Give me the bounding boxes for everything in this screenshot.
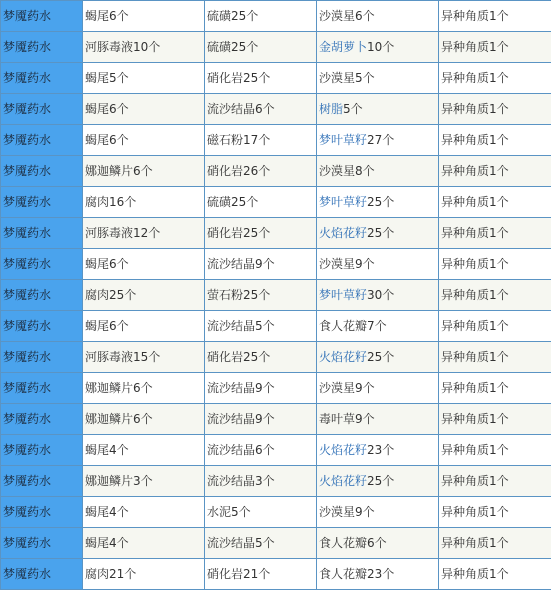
potion-name-cell: 梦魇药水	[1, 156, 83, 187]
ingredient-1-cell: 娜迦鳞片3个	[83, 466, 205, 497]
potion-name-cell: 梦魇药水	[1, 32, 83, 63]
table-row	[1, 94, 551, 125]
table-row	[1, 280, 551, 311]
ingredient-3-cell	[317, 435, 439, 466]
potion-name-cell: 梦魇药水	[1, 63, 83, 94]
potion-name-cell: 梦魇药水	[1, 311, 83, 342]
ingredient-1-cell: 蝎尾4个	[83, 497, 205, 528]
ingredient-2-cell: 流沙结晶5个	[205, 311, 317, 342]
ingredient-4-cell: 异种角质1个	[439, 1, 551, 32]
potion-name-cell: 梦魇药水	[1, 187, 83, 218]
material-count: 25个	[367, 350, 395, 364]
material-link[interactable]: 金胡萝卜	[319, 40, 368, 54]
ingredient-3-cell	[317, 280, 439, 311]
ingredient-2-cell: 硝化岩25个	[205, 342, 317, 373]
ingredient-4-cell: 异种角质1个	[439, 342, 551, 373]
ingredient-1-cell: 腐肉25个	[83, 280, 205, 311]
ingredient-1-cell: 娜迦鳞片6个	[83, 156, 205, 187]
ingredient-4-cell: 异种角质1个	[439, 497, 551, 528]
ingredient-4-cell: 异种角质1个	[439, 373, 551, 404]
material-link[interactable]: 梦叶草籽	[319, 133, 368, 147]
table-row	[1, 373, 551, 404]
ingredient-3-cell: 食人花瓣23个	[317, 559, 439, 590]
table-row	[1, 435, 551, 466]
material-link[interactable]: 火焰花籽	[319, 226, 368, 240]
table-row	[1, 125, 551, 156]
ingredient-3-cell	[317, 125, 439, 156]
potion-name-cell: 梦魇药水	[1, 466, 83, 497]
ingredient-4-cell: 异种角质1个	[439, 187, 551, 218]
potion-name-cell: 梦魇药水	[1, 249, 83, 280]
ingredient-2-cell: 硫磺25个	[205, 1, 317, 32]
table-row	[1, 63, 551, 94]
ingredient-4-cell: 异种角质1个	[439, 63, 551, 94]
ingredient-2-cell: 流沙结晶9个	[205, 404, 317, 435]
ingredient-1-cell: 腐肉21个	[83, 559, 205, 590]
material-count: 10个	[367, 40, 395, 54]
ingredient-1-cell: 河豚毒液10个	[83, 32, 205, 63]
potion-name-cell: 梦魇药水	[1, 218, 83, 249]
ingredient-2-cell: 水泥5个	[205, 497, 317, 528]
table-row	[1, 342, 551, 373]
ingredient-1-cell: 蝎尾6个	[83, 249, 205, 280]
ingredient-4-cell: 异种角质1个	[439, 218, 551, 249]
ingredient-2-cell: 流沙结晶6个	[205, 435, 317, 466]
ingredient-2-cell: 流沙结晶9个	[205, 373, 317, 404]
ingredient-2-cell: 磁石粉17个	[205, 125, 317, 156]
ingredient-3-cell	[317, 187, 439, 218]
ingredient-2-cell: 萤石粉25个	[205, 280, 317, 311]
potion-name-cell: 梦魇药水	[1, 559, 83, 590]
material-link[interactable]: 梦叶草籽	[319, 288, 368, 302]
table-row	[1, 218, 551, 249]
ingredient-2-cell: 硫磺25个	[205, 32, 317, 63]
ingredient-1-cell: 腐肉16个	[83, 187, 205, 218]
ingredient-3-cell: 沙漠星9个	[317, 373, 439, 404]
ingredient-3-cell: 食人花瓣7个	[317, 311, 439, 342]
ingredient-3-cell: 毒叶草9个	[317, 404, 439, 435]
table-row	[1, 466, 551, 497]
ingredient-3-cell	[317, 32, 439, 63]
material-link[interactable]: 树脂	[319, 102, 344, 116]
ingredient-4-cell: 异种角质1个	[439, 311, 551, 342]
ingredient-3-cell: 沙漠星9个	[317, 249, 439, 280]
ingredient-1-cell: 蝎尾6个	[83, 1, 205, 32]
material-count: 23个	[367, 443, 395, 457]
ingredient-4-cell: 异种角质1个	[439, 404, 551, 435]
material-count: 5个	[343, 102, 363, 116]
ingredient-2-cell: 硝化岩25个	[205, 63, 317, 94]
ingredient-4-cell: 异种角质1个	[439, 94, 551, 125]
ingredient-2-cell: 硝化岩21个	[205, 559, 317, 590]
material-count: 25个	[367, 195, 395, 209]
table-row	[1, 528, 551, 559]
ingredient-2-cell: 流沙结晶9个	[205, 249, 317, 280]
ingredient-1-cell: 蝎尾5个	[83, 63, 205, 94]
ingredient-3-cell: 沙漠星8个	[317, 156, 439, 187]
potion-name-cell: 梦魇药水	[1, 1, 83, 32]
table-row	[1, 156, 551, 187]
ingredient-1-cell: 蝎尾4个	[83, 528, 205, 559]
table-row	[1, 32, 551, 63]
material-count: 25个	[367, 474, 395, 488]
ingredient-2-cell: 流沙结晶6个	[205, 94, 317, 125]
ingredient-3-cell	[317, 342, 439, 373]
potion-name-cell: 梦魇药水	[1, 280, 83, 311]
ingredient-3-cell: 沙漠星9个	[317, 497, 439, 528]
potion-name-cell: 梦魇药水	[1, 94, 83, 125]
ingredient-3-cell: 沙漠星5个	[317, 63, 439, 94]
potion-name-cell: 梦魇药水	[1, 497, 83, 528]
ingredient-4-cell: 异种角质1个	[439, 435, 551, 466]
potion-name-cell: 梦魇药水	[1, 373, 83, 404]
potion-name-cell: 梦魇药水	[1, 125, 83, 156]
ingredient-2-cell: 硫磺25个	[205, 187, 317, 218]
ingredient-3-cell	[317, 218, 439, 249]
table-row	[1, 559, 551, 590]
ingredient-3-cell: 食人花瓣6个	[317, 528, 439, 559]
table-row	[1, 187, 551, 218]
ingredient-4-cell: 异种角质1个	[439, 559, 551, 590]
ingredient-4-cell: 异种角质1个	[439, 125, 551, 156]
ingredient-4-cell: 异种角质1个	[439, 156, 551, 187]
ingredient-3-cell	[317, 94, 439, 125]
potion-name-cell: 梦魇药水	[1, 404, 83, 435]
material-link[interactable]: 火焰花籽	[319, 443, 368, 457]
ingredient-4-cell: 异种角质1个	[439, 249, 551, 280]
ingredient-4-cell: 异种角质1个	[439, 32, 551, 63]
ingredient-1-cell: 蝎尾6个	[83, 125, 205, 156]
ingredient-1-cell: 河豚毒液15个	[83, 342, 205, 373]
recipe-table-body	[1, 1, 551, 590]
material-count: 25个	[367, 226, 395, 240]
material-link[interactable]: 火焰花籽	[319, 474, 368, 488]
ingredient-2-cell: 流沙结晶3个	[205, 466, 317, 497]
ingredient-2-cell: 硝化岩26个	[205, 156, 317, 187]
material-link[interactable]: 梦叶草籽	[319, 195, 368, 209]
table-row	[1, 497, 551, 528]
ingredient-4-cell: 异种角质1个	[439, 466, 551, 497]
material-count: 30个	[367, 288, 395, 302]
ingredient-4-cell: 异种角质1个	[439, 280, 551, 311]
ingredient-2-cell: 硝化岩25个	[205, 218, 317, 249]
ingredient-3-cell: 沙漠星6个	[317, 1, 439, 32]
ingredient-1-cell: 蝎尾6个	[83, 94, 205, 125]
ingredient-1-cell: 娜迦鳞片6个	[83, 404, 205, 435]
ingredient-4-cell: 异种角质1个	[439, 528, 551, 559]
ingredient-3-cell	[317, 466, 439, 497]
ingredient-1-cell: 河豚毒液12个	[83, 218, 205, 249]
table-row	[1, 249, 551, 280]
ingredient-1-cell: 蝎尾4个	[83, 435, 205, 466]
ingredient-2-cell: 流沙结晶5个	[205, 528, 317, 559]
material-count: 27个	[367, 133, 395, 147]
material-link[interactable]: 火焰花籽	[319, 350, 368, 364]
table-row	[1, 1, 551, 32]
table-row	[1, 311, 551, 342]
potion-name-cell: 梦魇药水	[1, 528, 83, 559]
potion-name-cell: 梦魇药水	[1, 435, 83, 466]
ingredient-1-cell: 娜迦鳞片6个	[83, 373, 205, 404]
potion-name-cell: 梦魇药水	[1, 342, 83, 373]
ingredient-1-cell: 蝎尾6个	[83, 311, 205, 342]
table-row	[1, 404, 551, 435]
